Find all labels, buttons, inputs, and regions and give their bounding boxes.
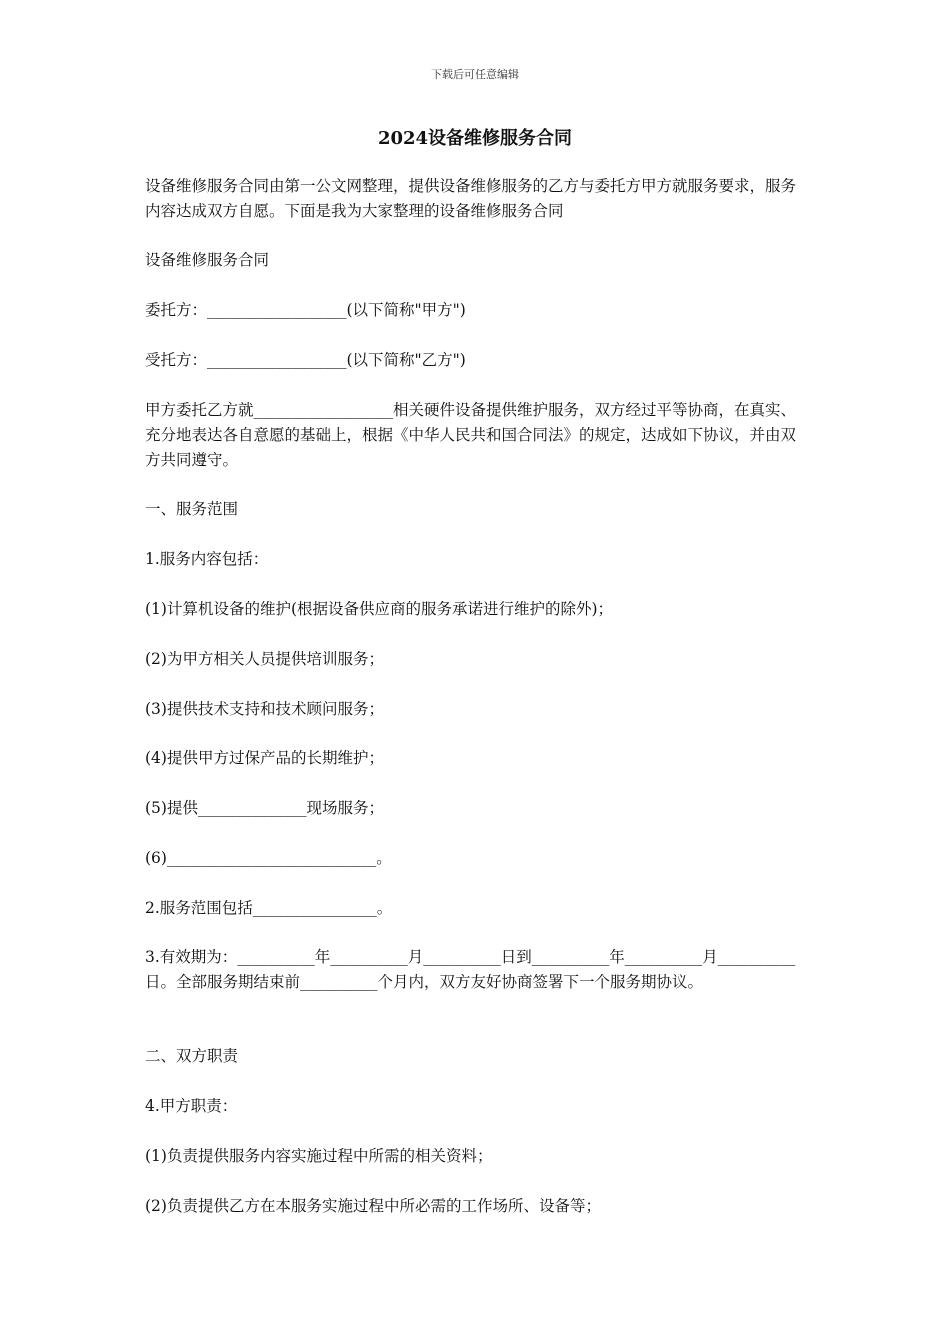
clause-1-item-3: (3)提供技术支持和技术顾问服务； — [145, 700, 384, 718]
clause-1-item-5: (5)提供______________现场服务； — [145, 799, 384, 817]
header-note: 下载后可任意编辑 — [431, 68, 519, 81]
clause-4-item-1: (1)负责提供服务内容实施过程中所需的相关资料； — [145, 1147, 493, 1165]
intro-paragraph: 设备维修服务合同由第一公文网整理，提供设备维修服务的乙方与委托方甲方就服务要求，服务内容达成双方自愿。下面是我为大家整理的设备维修服务合同 — [145, 177, 797, 220]
clause-2: 2.服务范围包括________________。 — [145, 899, 393, 917]
clause-1-item-1: (1)计算机设备的维护(根据设备供应商的服务承诺进行维护的除外)； — [145, 600, 614, 618]
contractor-line: 受托方：__________________(以下简称"乙方") — [145, 351, 466, 369]
contract-heading: 设备维修服务合同 — [145, 251, 270, 269]
clause-1-item-6: (6)___________________________。 — [145, 849, 392, 867]
section-heading-duties: 二、双方职责 — [145, 1047, 239, 1065]
section-heading-scope: 一、服务范围 — [145, 500, 239, 518]
client-line: 委托方：__________________(以下简称"甲方") — [145, 301, 466, 319]
clause-1-item-2: (2)为甲方相关人员提供培训服务； — [145, 650, 384, 668]
clause-1: 1.服务内容包括： — [145, 550, 269, 568]
agreement-paragraph: 甲方委托乙方就__________________相关硬件设备提供维护服务，双方经过平等协商，在真实、充分地表达各自意愿的基础上，根据《中华人民共和国合同法》的规定，达成如下协议，并由双方共同遵守。 — [145, 401, 797, 469]
clause-3: 3.有效期为：__________年__________月__________日到__________年__________月__________日。全部服务期结束前__________个月内，双方友好协商签署下一个服务期协议。 — [145, 948, 796, 991]
clause-4: 4.甲方职责： — [145, 1097, 238, 1115]
clause-1-item-4: (4)提供甲方过保产品的长期维护； — [145, 749, 384, 767]
clause-4-item-2: (2)负责提供乙方在本服务实施过程中所必需的工作场所、设备等； — [145, 1197, 601, 1215]
document-title: 2024设备维修服务合同 — [377, 128, 573, 149]
